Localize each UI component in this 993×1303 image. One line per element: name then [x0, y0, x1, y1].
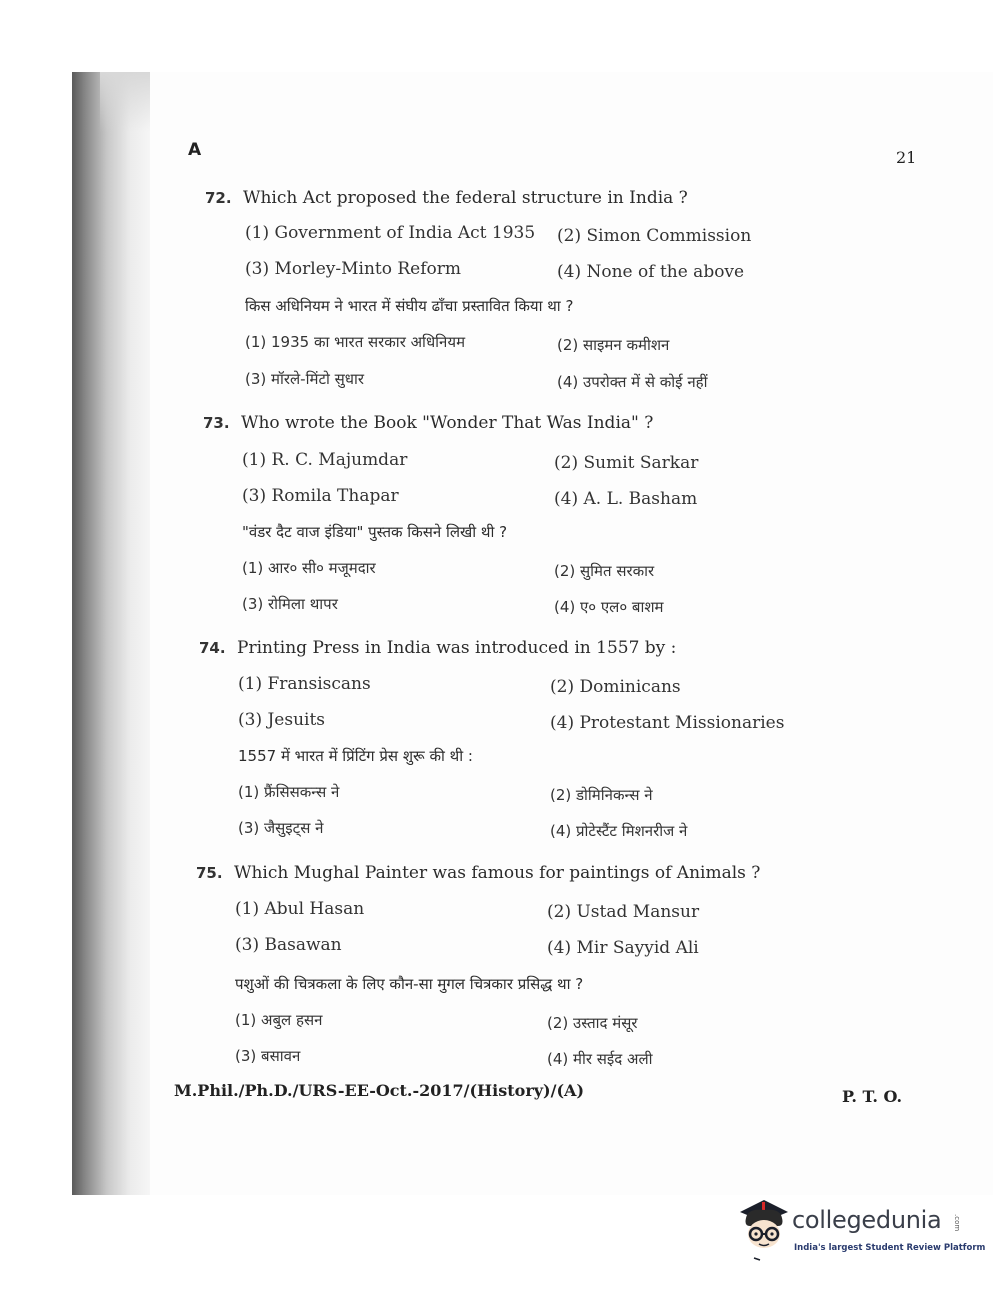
- option-2: (2) Dominicans: [550, 677, 681, 697]
- hindi-option-1: (1) 1935 का भारत सरकार अधिनियम: [245, 333, 466, 351]
- hindi-option-2: (2) उस्ताद मंसूर: [547, 1014, 638, 1032]
- question-stem: Which Act proposed the federal structure in India ?: [243, 188, 688, 208]
- hindi-option-4: (4) प्रोटेस्टैंट मिशनरीज ने: [550, 822, 688, 840]
- hindi-option-2: (2) साइमन कमीशन: [557, 336, 670, 354]
- question-stem: Who wrote the Book "Wonder That Was India" ?: [241, 413, 654, 433]
- question-stem: Which Mughal Painter was famous for paintings of Animals ?: [234, 863, 761, 883]
- option-4: (4) A. L. Basham: [554, 489, 698, 509]
- option-4: (4) None of the above: [557, 262, 745, 282]
- question-text: [205, 188, 688, 208]
- question-stem: Printing Press in India was introduced in 1557 by :: [237, 638, 677, 658]
- logo-wordmark: collegedunia: [792, 1206, 942, 1234]
- option-4: (4) Protestant Missionaries: [550, 713, 785, 733]
- option-1: (1) Fransiscans: [238, 674, 371, 694]
- question-number: 75.: [196, 864, 223, 882]
- hindi-option-3: (3) रोमिला थापर: [242, 595, 338, 613]
- option-3: (3) Jesuits: [238, 710, 326, 730]
- hindi-option-1: (1) अबुल हसन: [235, 1011, 323, 1029]
- question-number: 74.: [199, 639, 226, 657]
- hindi-question-text: पशुओं की चित्रकला के लिए कौन-सा मुगल चित्रकार प्रसिद्ध था ?: [235, 975, 584, 993]
- hindi-option-4: (4) ए० एल० बाशम: [554, 598, 664, 616]
- hindi-option-3: (3) बसावन: [235, 1047, 301, 1065]
- option-2: (2) Simon Commission: [557, 226, 752, 246]
- hindi-option-2: (2) सुमित सरकार: [554, 562, 655, 580]
- hindi-question-text: 1557 में भारत में प्रिंटिंग प्रेस शुरू की थी :: [238, 747, 473, 765]
- option-3: (3) Romila Thapar: [242, 486, 399, 506]
- hindi-option-4: (4) उपरोक्त में से कोई नहीं: [557, 373, 708, 391]
- please-turn-over: P. T. O.: [842, 1087, 903, 1106]
- hindi-option-3: (3) मॉरले-मिंटो सुधार: [245, 370, 365, 388]
- option-1: (1) Abul Hasan: [235, 899, 365, 919]
- hindi-option-1: (1) आर० सी० मजूमदार: [242, 559, 376, 577]
- page-number: 21: [896, 148, 917, 167]
- question-number: 72.: [205, 189, 232, 207]
- logo-tagline: India's largest Student Review Platform: [794, 1243, 986, 1253]
- question-text: [196, 863, 760, 883]
- option-3: (3) Basawan: [235, 935, 342, 955]
- option-2: (2) Ustad Mansur: [547, 902, 700, 922]
- hindi-question-text: किस अधिनियम ने भारत में संघीय ढाँचा प्रस्तावित किया था ?: [245, 297, 574, 315]
- hindi-option-4: (4) मीर सईद अली: [547, 1050, 653, 1068]
- hindi-option-3: (3) जैसुइट्स ने: [238, 819, 324, 837]
- option-4: (4) Mir Sayyid Ali: [547, 938, 699, 958]
- paper-code: M.Phil./Ph.D./URS-EE-Oct.-2017/(History)/(A): [174, 1081, 585, 1100]
- option-3: (3) Morley-Minto Reform: [245, 259, 461, 279]
- set-mark: A: [188, 140, 202, 160]
- hindi-option-1: (1) फ्रैंसिसकन्स ने: [238, 783, 340, 801]
- hindi-option-2: (2) डोमिनिकन्स ने: [550, 786, 653, 804]
- option-1: (1) R. C. Majumdar: [242, 450, 408, 470]
- option-2: (2) Sumit Sarkar: [554, 453, 699, 473]
- graduate-mascot-icon: [734, 1196, 794, 1262]
- collegedunia-logo[interactable]: [734, 1196, 986, 1266]
- question-text: [203, 413, 653, 433]
- option-1: (1) Government of India Act 1935: [245, 223, 536, 243]
- question-text: [199, 638, 676, 658]
- scan-shadow-edge: [72, 72, 150, 1195]
- logo-domain: .com: [953, 1214, 961, 1232]
- question-number: 73.: [203, 414, 230, 432]
- hindi-question-text: "वंडर दैट वाज इंडिया" पुस्तक किसने लिखी थी ?: [242, 523, 508, 541]
